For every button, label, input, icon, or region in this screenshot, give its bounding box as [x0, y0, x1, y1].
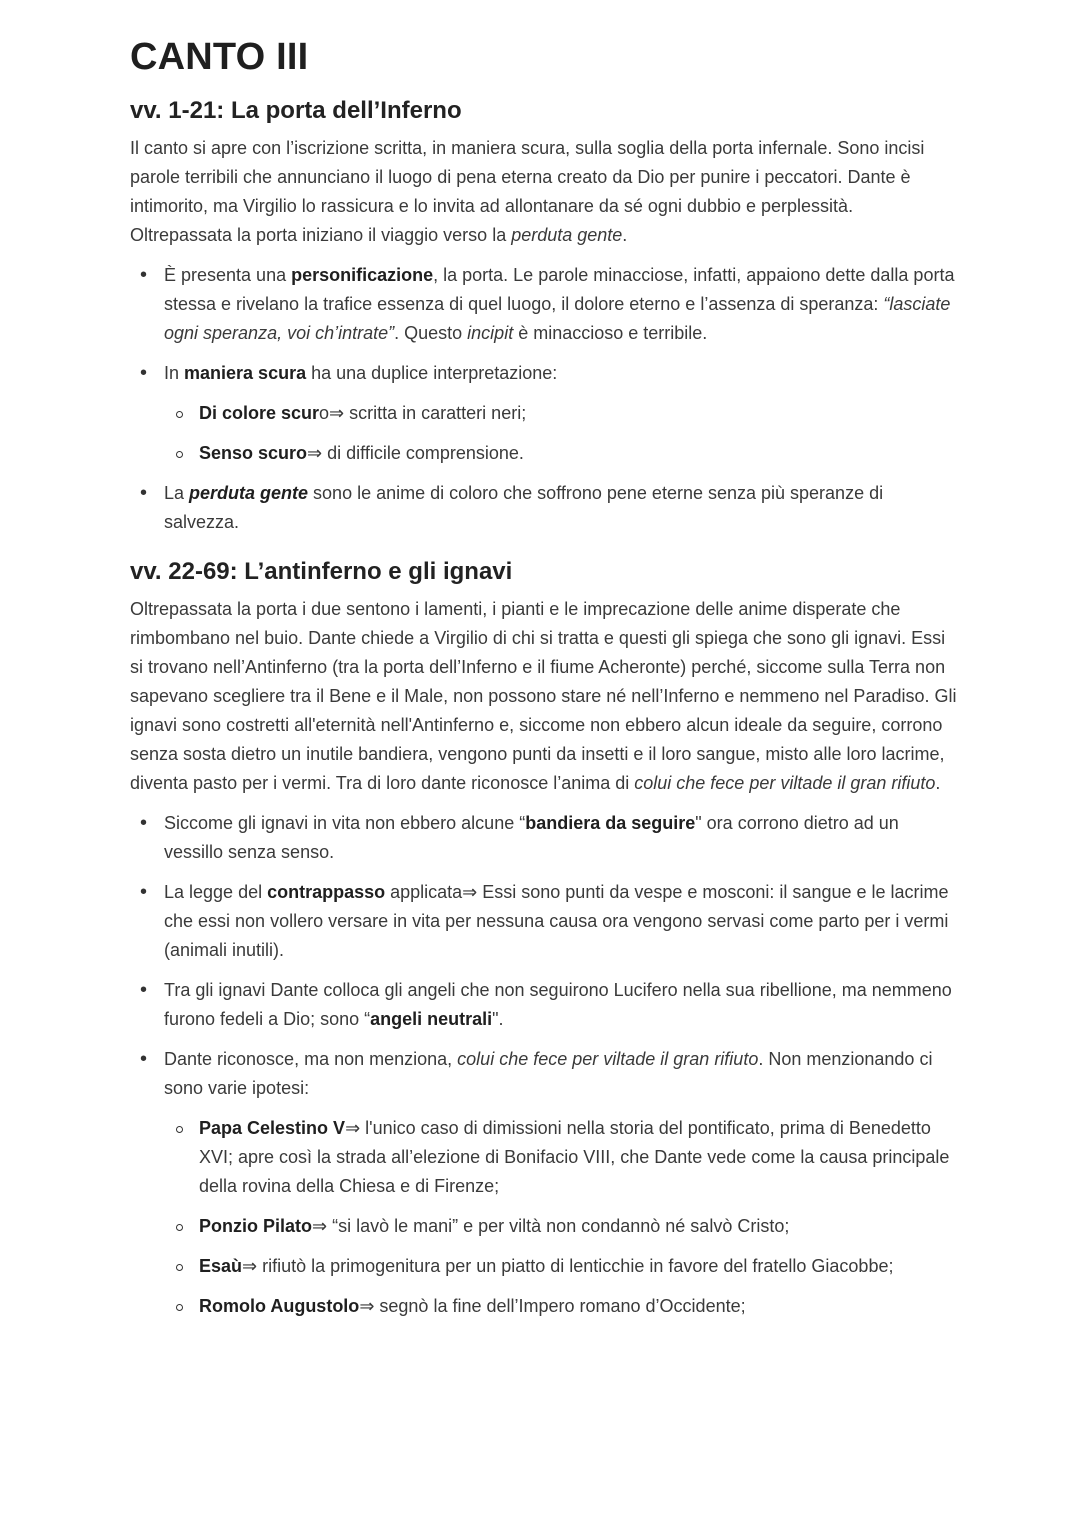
sub-list-item: Romolo Augustolo⇒ segnò la fine dell’Impero romano d’Occidente;	[164, 1292, 960, 1321]
list-item: • Dante riconosce, ma non menziona, colui che fece per viltade il gran rifiuto. Non menzionando ci sono varie ipotesi: Papa Celestino V⇒ l'unico caso di dimissioni nella storia del pontificato, prima di Benedetto XVI; apre così la strada all’elezione di Bonifacio VIII, che Dante vede come la causa principale della rovina della Chiesa e di Firenze; Ponzio Pilato⇒ “si lavò le mani” e per viltà non condannò né salvò Cristo; Esaù⇒ rifiutò la primogenitura per un piatto di lenticchie in favore del fratello Giacobbe; Romolo Augustolo⇒ segnò la fine dell’Impero romano d’Occidente;	[130, 1045, 960, 1321]
list-item: • Tra gli ignavi Dante colloca gli angeli che non seguirono Lucifero nella sua ribellione, ma nemmeno furono fedeli a Dio; sono “angeli neutrali".	[130, 976, 960, 1034]
sub-list	[164, 1114, 960, 1321]
sub-list-item: Papa Celestino V⇒ l'unico caso di dimissioni nella storia del pontificato, prima di Benedetto XVI; apre così la strada all’elezione di Bonifacio VIII, che Dante vede come la causa principale della rovina della Chiesa e di Firenze;	[164, 1114, 960, 1201]
sub-list	[164, 399, 960, 468]
section-heading-antinferno: vv. 22-69: L’antinferno e gli ignavi	[130, 558, 513, 585]
sub-list-item: Di colore scuro⇒ scritta in caratteri neri;	[164, 399, 960, 428]
sub-list-item: Senso scuro⇒ di difficile comprensione.	[164, 439, 960, 468]
section-paragraph: Oltrepassata la porta i due sentono i lamenti, i pianti e le imprecazione delle anime disperate che rimbombano nel buio. Dante chiede a Virgilio di chi si tratta e questi gli spiega che sono gli ignavi. Essi si trovano nell’Antinferno (tra la porta dell’Inferno e il fiume Acheronte) perché, siccome sulla Terra non sapevano scegliere tra il Bene e il Male, non possono stare né nell’Inferno e nemmeno nel Paradiso. Gli ignavi sono costretti all'eternità nell'Antinferno e, siccome non ebbero alcun ideale da seguire, corrono senza sosta dietro un inutile bandiera, vengono punti da insetti e il loro sangue, misto alle loro lacrime, diventa pasto per i vermi. Tra di loro dante riconosce l’anima di colui che fece per viltade il gran rifiuto.	[130, 599, 957, 793]
list-item: • La legge del contrappasso applicata⇒ Essi sono punti da vespe e mosconi: il sangue e le lacrime che essi non vollero versare in vita per nessuna causa ora vengono servasi come parto per i vermi (animali inutili).	[130, 878, 960, 965]
sub-list-item: Ponzio Pilato⇒ “si lavò le mani” e per viltà non condannò né salvò Cristo;	[164, 1212, 960, 1241]
list-item: • Siccome gli ignavi in vita non ebbero alcune “bandiera da seguire" ora corrono dietro ad un vessillo senza senso.	[130, 809, 960, 867]
section-paragraph: Il canto si apre con l’iscrizione scritta, in maniera scura, sulla soglia della porta infernale. Sono incisi parole terribili che annunciano il luogo di pena eterna creato da Dio per punire i peccatori. Dante è intimorito, ma Virgilio lo rassicura e lo invita ad allontanare da sé ogni dubbio e perplessità. Oltrepassata la porta iniziano il viaggio verso la perduta gente.	[130, 138, 925, 245]
section-heading-porta: vv. 1-21: La porta dell’Inferno	[130, 97, 462, 124]
bullet-list	[130, 261, 960, 537]
list-item: • È presenta una personificazione, la porta. Le parole minacciose, infatti, appaiono dette dalla porta stessa e rivelano la trafice essenza di quel luogo, il dolore eterno e l’assenza di speranza: “lasciate ogni speranza, voi ch’intrate”. Questo incipit è minaccioso e terribile.	[130, 261, 960, 348]
list-item: • In maniera scura ha una duplice interpretazione: Di colore scuro⇒ scritta in caratteri neri; Senso scuro⇒ di difficile comprensione.	[130, 359, 960, 468]
document-page	[130, 34, 960, 1321]
bullet-list	[130, 809, 960, 1321]
list-item: • La perduta gente sono le anime di coloro che soffrono pene eterne senza più speranze di salvezza.	[130, 479, 960, 537]
sub-list-item: Esaù⇒ rifiutò la primogenitura per un piatto di lenticchie in favore del fratello Giacobbe;	[164, 1252, 960, 1281]
page-title: CANTO III	[130, 36, 309, 78]
